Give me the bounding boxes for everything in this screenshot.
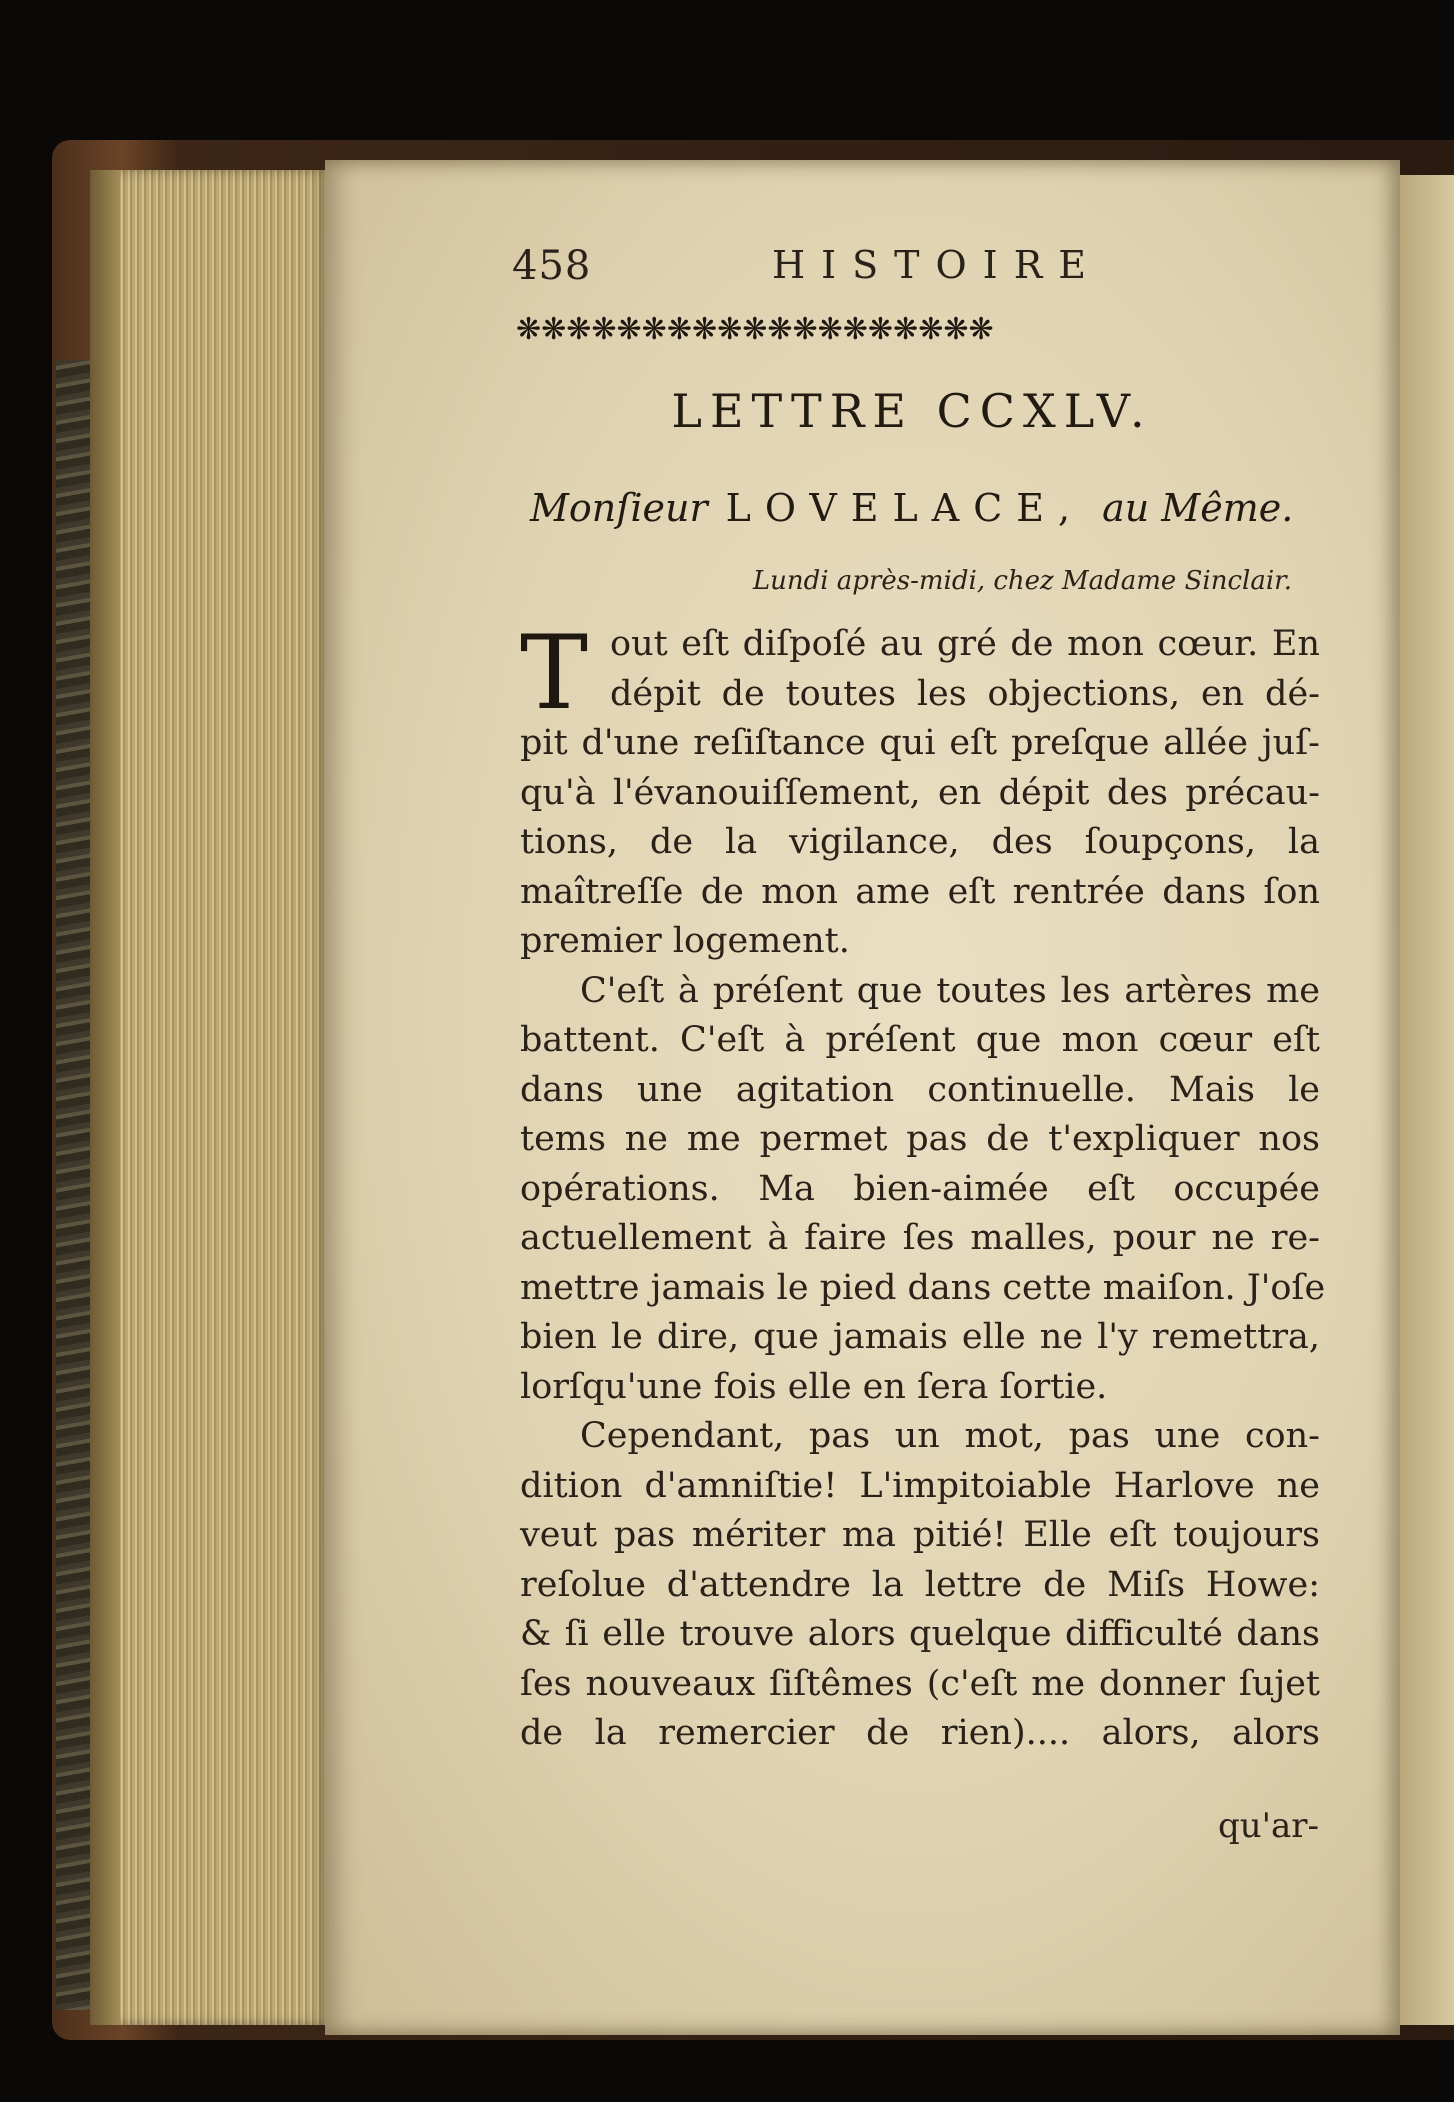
text-line: reſolue d'attendre la lettre de Miſs Howe: [520,1564,1320,1605]
text-line: out eſt diſpoſé au gré de mon cœur. En [610,624,1320,664]
text-line: Cependant, pas un mot, pas une con- [580,1416,1320,1456]
text-line: tions, de la vigilance, des ſoupçons, la [520,822,1320,862]
text-line: maîtreſſe de mon ame eſt rentrée dans ſon [520,871,1320,912]
drop-cap: T [520,614,589,733]
text-line: veut pas mériter ma pitié! Elle eſt toujours [520,1515,1320,1555]
running-title: HISTOIRE [772,243,1103,287]
addressee-prefix: Monſieur [530,486,708,530]
text-line: lorſqu'une fois elle en ſera ſortie. [520,1366,1108,1407]
letter-body [520,614,1326,1759]
page-number: 458 [512,243,592,289]
adjacent-page-edge [1400,175,1454,2025]
page-block-edges [90,170,330,2025]
text-line: dition d'amniſtie! L'impitoiable Harlove ne [520,1465,1320,1506]
text-line: dans une agitation continuelle. Mais le [520,1069,1320,1110]
ornament-fleurons: ❋❋❋❋❋❋❋❋❋❋❋❋❋❋❋❋❋❋❋ [516,312,994,347]
letter-addressee [530,486,1310,530]
addressee-name: LOVELACE, [725,486,1085,530]
text-line: actuellement à faire ſes malles, pour ne re- [520,1218,1320,1258]
text-line: ſes nouveaux ſiſtêmes (c'eſt me donner ſujet [520,1663,1320,1704]
letter-dateline: Lundi après-midi, chez Madame Sinclair. [752,566,1292,596]
letter-heading: LETTRE CCXLV. [671,384,1153,438]
ornamental-rule [516,310,1310,350]
text-line: dépit de toutes les objections, en dé- [610,673,1320,714]
text-line: battent. C'eſt à préſent que mon cœur eſt [520,1020,1320,1060]
catchword: qu'ar- [1218,1806,1320,1846]
text-line: bien le dire, que jamais elle ne l'y remettra, [520,1317,1320,1357]
addressee-suffix: au Même. [1102,486,1294,530]
page-header [512,243,1312,303]
text-line: de la remercier de rien).... alors, alors [520,1713,1320,1753]
text-line: qu'à l'évanouiſſement, en dépit des précau- [520,772,1320,813]
text-line: pit d'une reſiſtance qui eſt preſque allée juſ- [520,723,1320,763]
text-line: mettre jamais le pied dans cette maiſon. J'oſe [520,1267,1326,1308]
text-line: premier logement. [520,921,850,961]
text-line: C'eſt à préſent que toutes les artères me [580,970,1320,1011]
text-line: tems ne me permet pas de t'expliquer nos [520,1119,1320,1159]
text-line: opérations. Ma bien-aimée eſt occupée [520,1168,1320,1209]
page-block-shadow [90,170,120,2025]
text-line: & ſi elle trouve alors quelque difficulté dans [520,1614,1320,1654]
